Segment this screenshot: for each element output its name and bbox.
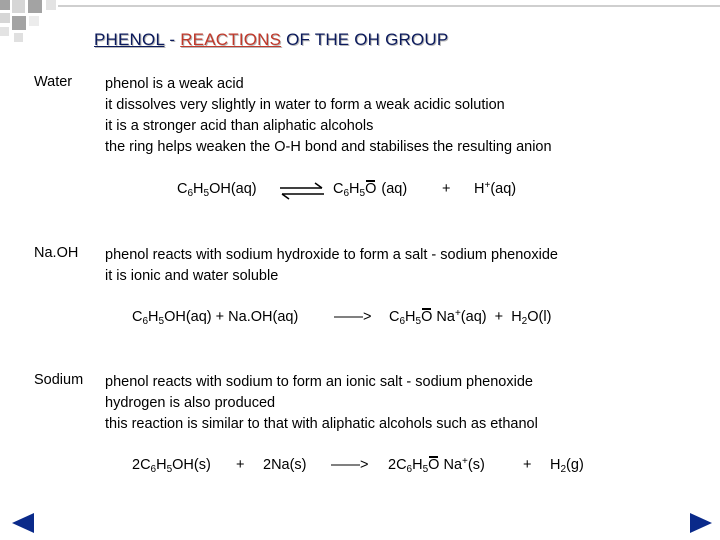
water-line-1: phenol is a weak acid bbox=[105, 76, 244, 92]
water-equation-product-phenoxide: $C_6H_5O$ (aq) bbox=[333, 181, 408, 199]
naoh-equation-reactants: $C_6H_5OH(aq) + Na.OH(aq)$ bbox=[132, 309, 299, 327]
page-title: PHENOL - REACTIONS OF THE OH GROUP bbox=[94, 30, 449, 49]
previous-slide-button[interactable] bbox=[10, 512, 36, 534]
section-label-sodium: Sodium bbox=[34, 372, 84, 388]
water-line-3: it is a stronger acid than aliphatic alcohols bbox=[105, 118, 374, 134]
sodium-equation-product: $2C_6H_5O$ Na+(s) bbox=[388, 456, 485, 475]
water-equation-product-hydrogen-ion: H+(aq) bbox=[474, 180, 517, 197]
section-label-naoh: Na.OH bbox=[34, 245, 79, 261]
sodium-equation-hydrogen: $H_2(g)$ bbox=[550, 457, 584, 475]
equilibrium-arrow-icon bbox=[278, 182, 326, 200]
title-word-reactions: REACTIONS bbox=[180, 30, 282, 49]
naoh-equation-products: $C_6H_5O$ $Na^+(aq) + H_2O(l)$ bbox=[389, 308, 552, 327]
sodium-equation-sodium: 2Na(s) bbox=[263, 457, 307, 473]
triangle-right-icon bbox=[690, 513, 712, 533]
water-equation-reactant: $C_6H_5OH(aq)$ bbox=[177, 181, 257, 199]
sodium-description bbox=[105, 372, 538, 435]
sodium-line-2: hydrogen is also produced bbox=[105, 395, 276, 411]
water-line-4: the ring helps weaken the O-H bond and stabilises the resulting anion bbox=[105, 139, 552, 155]
sodium-equation-arrow: ——> bbox=[331, 457, 369, 473]
water-description bbox=[105, 74, 552, 158]
naoh-description bbox=[105, 245, 558, 287]
sodium-line-1: phenol reacts with sodium to form an ionic salt - sodium phenoxide bbox=[105, 374, 533, 390]
title-word-phenol: PHENOL bbox=[94, 30, 165, 49]
sodium-line-3: this reaction is similar to that with aliphatic alcohols such as ethanol bbox=[105, 416, 538, 432]
sodium-equation-reactant: $2C_6H_5OH(s)$ bbox=[132, 457, 211, 475]
triangle-left-icon bbox=[12, 513, 34, 533]
water-line-2: it dissolves very slightly in water to form a weak acidic solution bbox=[105, 97, 505, 113]
next-slide-button[interactable] bbox=[688, 512, 714, 534]
naoh-equation-arrow: ——> bbox=[334, 309, 372, 325]
naoh-line-1: phenol reacts with sodium hydroxide to form a salt - sodium phenoxide bbox=[105, 247, 558, 263]
sodium-equation-plus-1: + bbox=[236, 457, 245, 473]
sodium-equation-plus-2: + bbox=[523, 457, 532, 473]
naoh-line-2: it is ionic and water soluble bbox=[105, 268, 279, 284]
section-label-water: Water bbox=[34, 74, 73, 90]
water-equation-plus: + bbox=[442, 181, 451, 197]
